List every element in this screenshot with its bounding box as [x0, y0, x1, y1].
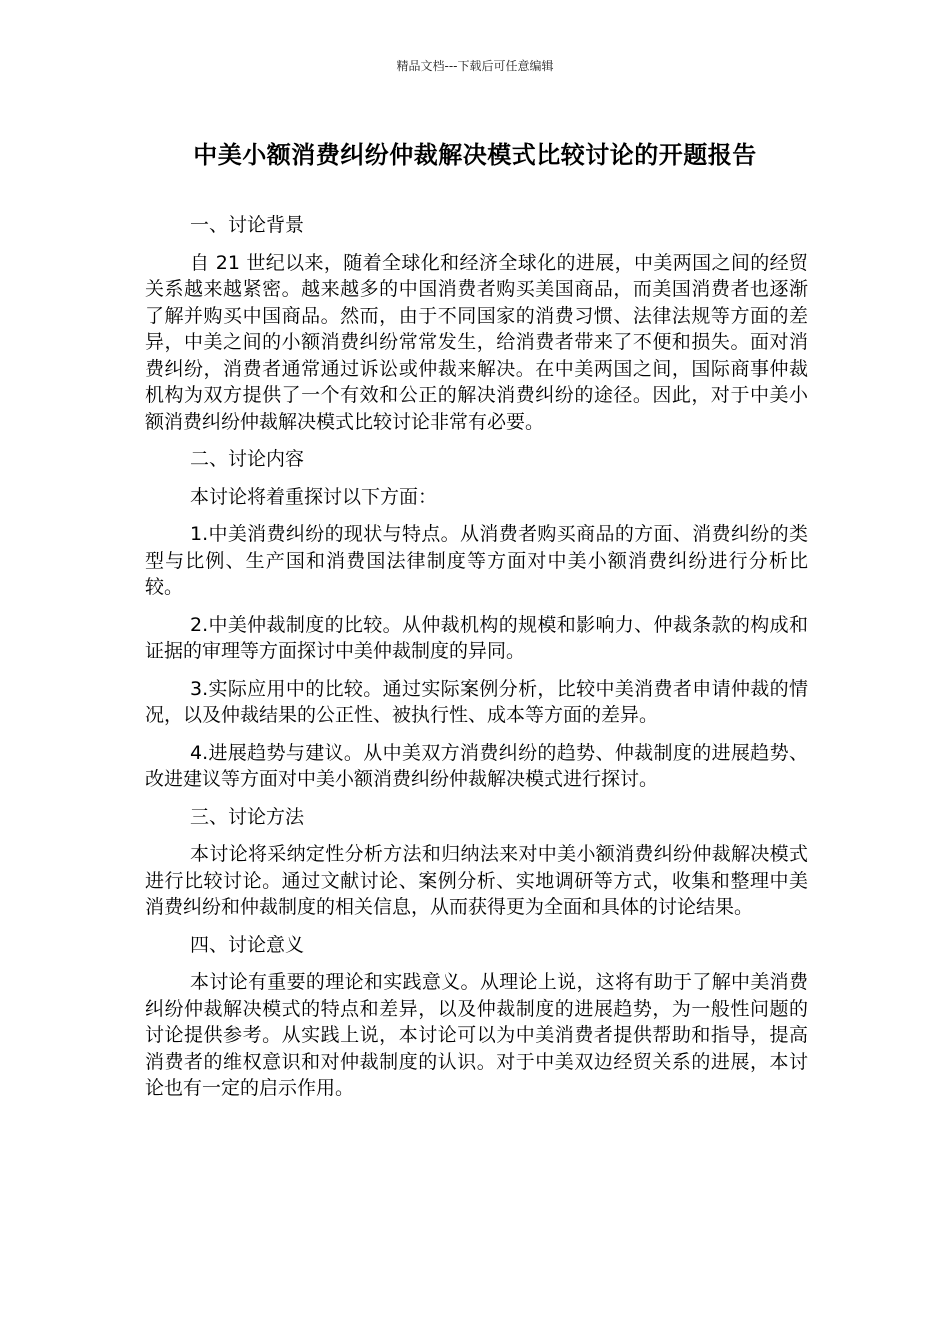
header-note: 精品文档---下载后可任意编辑	[396, 59, 554, 73]
paragraph-background: 自 21 世纪以来，随着全球化和经济全球化的进展，中美两国之间的经贸关系越来越紧密。越来越多的中国消费者购买美国商品，而美国消费者也逐渐了解并购买中国商品。然而，由于不同国家的消费习惯、法律法规等方面的差异，中美之间的小额消费纠纷常常发生，给消费者带来了不便和损失。面对消费纠纷，消费者通常通过诉讼或仲裁来解决。在中美两国之间，国际商事仲裁机构为双方提供了一个有效和公正的解决消费纠纷的途径。因此，对于中美小额消费纠纷仲裁解决模式比较讨论非常有必要。	[145, 251, 808, 433]
document-title: 中美小额消费纠纷仲裁解决模式比较讨论的开题报告	[193, 141, 757, 169]
list-item-4: 4.进展趋势与建议。从中美双方消费纠纷的趋势、仲裁制度的进展趋势、改进建议等方面对中美小额消费纠纷仲裁解决模式进行探讨。	[145, 741, 808, 790]
list-item-3: 3.实际应用中的比较。通过实际案例分析，比较中美消费者申请仲裁的情况，以及仲裁结果的公正性、被执行性、成本等方面的差异。	[145, 677, 808, 726]
section-heading-content: 二、讨论内容	[190, 448, 305, 470]
document-body	[145, 212, 808, 1113]
section-heading-method: 三、讨论方法	[190, 805, 305, 828]
paragraph-content-intro: 本讨论将着重探讨以下方面：	[190, 485, 438, 508]
section-heading-background: 一、讨论背景	[190, 214, 305, 236]
section-heading-significance: 四、讨论意义	[190, 933, 305, 956]
list-item-2: 2.中美仲裁制度的比较。从仲裁机构的规模和影响力、仲裁条款的构成和证据的审理等方面探讨中美仲裁制度的异同。	[145, 613, 808, 662]
paragraph-significance: 本讨论有重要的理论和实践意义。从理论上说，这将有助于了解中美消费纠纷仲裁解决模式的特点和差异，以及仲裁制度的进展趋势，为一般性问题的讨论提供参考。从实践上说，本讨论可以为中美消费者提供帮助和指导，提高消费者的维权意识和对仲裁制度的认识。对于中美双边经贸关系的进展，本讨论也有一定的启示作用。	[145, 971, 808, 1099]
list-item-1: 1.中美消费纠纷的现状与特点。从消费者购买商品的方面、消费纠纷的类型与比例、生产国和消费国法律制度等方面对中美小额消费纠纷进行分析比较。	[145, 523, 808, 598]
paragraph-method: 本讨论将采纳定性分析方法和归纳法来对中美小额消费纠纷仲裁解决模式进行比较讨论。通过文献讨论、案例分析、实地调研等方式，收集和整理中美消费纠纷和仲裁制度的相关信息，从而获得更为全面和具体的讨论结果。	[145, 843, 808, 918]
